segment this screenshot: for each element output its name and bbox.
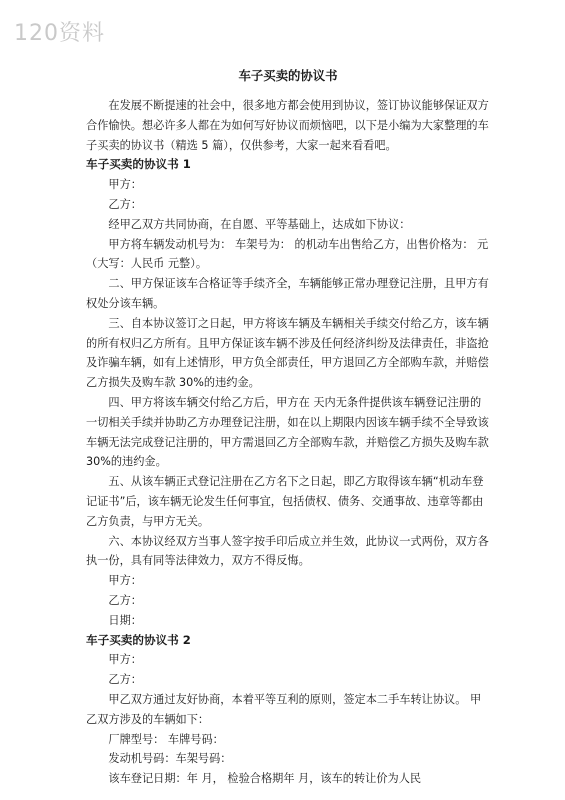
party-a-line: 甲方： [108,653,142,667]
clause-paragraph: 甲乙双方通过友好协商，本着平等互利的原则，签定本二手车转让协议。 甲乙双方涉及的车辆如下： [86,692,482,726]
party-a-line: 甲方： [108,178,142,192]
clause-paragraph: 三、自本协议签订之日起，甲方将该车辆及车辆相关手续交付给乙方，该车辆的所有权归乙方所有。且甲方保证该车辆不涉及任何经济纠纷及法律责任，非盗抢及诈骗车辆，如有上述情形，甲方负全部责任，甲方退回乙方全部购车款，并赔偿乙方损失及购车款 30%的违约金。 [86,316,489,390]
signature-party-a: 甲方： [108,574,142,588]
vehicle-model-line: 厂牌型号： 车牌号码： [108,732,224,746]
clause-paragraph: 五、从该车辆正式登记注册在乙方名下之日起，即乙方取得该车辆“机动车登记证书”后，该车辆无论发生任何事宜，包括债权、债务、交通事故、违章等都由乙方负责，与甲方无关。 [86,475,484,528]
engine-number-line: 发动机号码：车架号码： [108,752,232,766]
document-page [86,66,490,789]
clause-paragraph: 六、本协议经双方当事人签字按手印后成立并生效，此协议一式两份，双方各执一份，具有同等法律效力，双方不得反悔。 [86,534,489,568]
clause-paragraph: 该车登记日期：年 月， 检验合格期年 月，该车的转让价为人民 [108,772,422,786]
section-heading-1: 车子买卖的协议书 1 [86,157,191,172]
watermark: 120资料 [14,21,105,46]
party-b-line: 乙方： [108,673,142,687]
clause-paragraph: 甲方将车辆发动机号为： 车架号为： 的机动车出售给乙方，出售价格为： 元（大写：人民币 元整）。 [86,237,489,271]
signature-date: 日期： [108,613,142,627]
intro-paragraph: 在发展不断提速的社会中，很多地方都会使用到协议，签订协议能够保证双方合作愉快。想必许多人都在为如何写好协议而烦恼吧，以下是小编为大家整理的车子买卖的协议书（精选 5 篇），仅供参考，大家一起来看看吧。 [86,99,489,152]
clause-paragraph: 二、甲方保证该车合格证等手续齐全，车辆能够正常办理登记注册，且甲方有权处分该车辆。 [86,277,489,310]
party-b-line: 乙方： [108,197,142,211]
document-title: 车子买卖的协议书 [238,68,338,83]
clause-paragraph: 四、甲方将该车辆交付给乙方后，甲方在 天内无条件提供该车辆登记注册的一切相关手续并协助乙方办理登记注册，如在以上期限内因该车辆手续不全导致该车辆无法完成登记注册的，甲方需退回乙方全部购车款，并赔偿乙方损失及购车款 30%的违约金。 [86,395,489,469]
clause-paragraph: 经甲乙双方共同协商，在自愿、平等基础上，达成如下协议： [108,217,411,231]
signature-party-b: 乙方： [108,593,142,607]
section-heading-2: 车子买卖的协议书 2 [86,632,191,647]
